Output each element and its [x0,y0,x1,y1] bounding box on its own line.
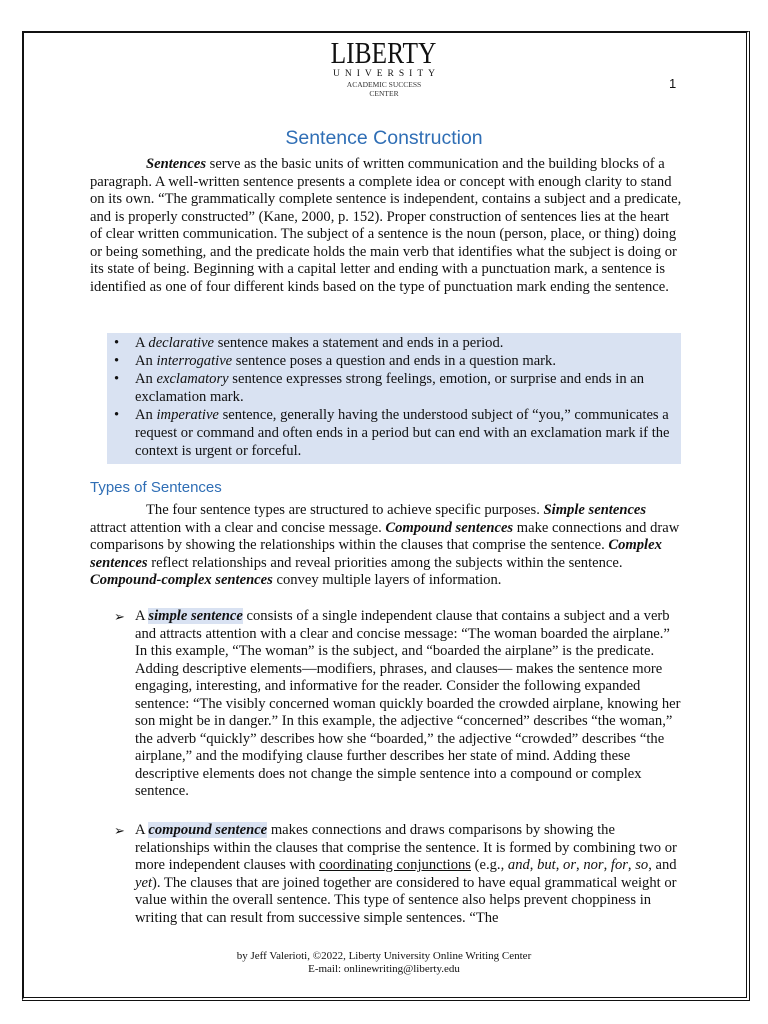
compound-sentence-text [135,822,677,926]
logo-academic-success: ACADEMIC SUCCESS [346,80,422,89]
text-run: , [603,857,611,873]
emphasized-text: yet [135,874,153,891]
list-item-text [135,371,644,405]
text-run: A [135,608,149,624]
list-item [107,406,677,460]
text-run: makes connections and draws comparisons by showing the relationships within the clauses that comprise the sentence. It is formed by combining two or more independent clauses with [135,822,677,873]
list-item-text [135,353,556,369]
sentence-kinds-list [107,334,677,460]
text-run: sentence, generally having the understood subject of “you,” communicates a request or command and often ends in a period but can end with an exclamation mark if the context is urgent or forceful. [135,407,670,459]
text-run: , [529,857,538,873]
highlighted-term: compound sentence [148,822,268,838]
compound-sentence-item [114,822,683,927]
types-paragraph [90,502,684,590]
text-run: reflect relationships and reveal priorities among the subjects within the sentence. [147,554,623,571]
bullet-icon: • [114,407,120,423]
text-run: , [576,857,584,873]
emphasized-text: and [507,857,530,873]
list-item [107,334,677,352]
text-run: , and [648,857,677,873]
emphasized-text: for [610,857,628,873]
text-run: make connections and draw comparisons by showing the relationships within the clauses that comprise the sentence. [90,519,680,553]
simple-sentence-text [135,608,680,799]
arrow-bullet-icon: ➢ [114,823,125,838]
text-run: The four sentence types are structured to achieve specific purposes. [146,502,544,518]
underlined-term: coordinating conjunctions [319,857,471,873]
sentence-kinds-box [107,333,681,464]
emphasized-text: so [635,857,649,873]
section-heading: Types of Sentences [90,479,222,496]
emphasized-text: but [537,857,556,873]
emphasized-text: Simple sentences [543,502,647,518]
bullet-icon: • [114,335,120,351]
text-run: sentence poses a question and ends in a question mark. [232,353,556,369]
emphasized-text: Complex sentences [90,537,662,571]
text-run: convey multiple layers of information. [272,572,502,588]
page-title: Sentence Construction [285,127,483,149]
text-run: ). The clauses that are joined together are considered to have equal grammatical weight or value within the overall sentence. This type of sentence also helps prevent choppiness in writing that can result from successive simple sentences. “The [135,874,677,926]
text-run: attract attention with a clear and concise message. [90,519,386,536]
text-run: serve as the basic units of written communication and the building blocks of a paragraph. A well-written sentence presents a complete idea or concept with enough clarity to stand on its own. “The grammatically complete sentence is independent, contains a subject and a predicate, and is properly constructed” (Kane, 2000, p. 152). Proper construction of sentences lies at the heart of clear written communication. The subject of a sentence is the noun (person, place, or thing) doing or being something, and the predicate holds the main verb that identifies what the subject is doing or its state of being. Beginning with a capital letter and ending with a punctuation mark, a sentence is identified as one of four different kinds based on the type of punctuation mark ending the sentence. [90,156,682,295]
page-number: 1 [669,76,677,91]
intro-paragraph [90,156,684,296]
text-run: An [135,353,157,369]
text-run: An [135,407,157,423]
arrow-bullet-icon: ➢ [114,609,125,624]
emphasized-text: Sentences [146,156,206,172]
list-item [107,370,677,406]
text-run: A [135,335,149,351]
list-item [107,352,677,370]
list-item-text [135,407,670,459]
footer [0,950,768,976]
logo-liberty: LIBERTY [331,35,437,70]
footer-credit: by Jeff Valerioti, ©2022, Liberty University Online Writing Center [236,950,532,962]
logo-university: UNIVERSITY [333,69,440,79]
emphasized-text: interrogative [156,353,233,369]
text-run: (e.g., [471,857,508,873]
emphasized-text: or [563,857,577,873]
emphasized-text: declarative [148,335,215,351]
bullet-icon: • [114,353,120,369]
list-item-text [135,335,503,351]
liberty-logo [0,35,768,98]
simple-sentence-item [114,608,683,801]
emphasized-text: exclamatory [156,371,229,387]
bullet-icon: • [114,371,120,387]
footer-email: E-mail: onlinewriting@liberty.edu [308,963,460,975]
text-run: An [135,371,157,387]
emphasized-text: Compound-complex sentences [90,572,273,588]
logo-center: CENTER [369,89,399,98]
text-run: sentence expresses strong feelings, emotion, or surprise and ends in an exclamation mark. [135,371,645,405]
text-run: A [135,822,149,838]
text-run: , [555,857,564,873]
emphasized-text: nor [583,857,604,873]
emphasized-text: Compound sentences [385,519,514,536]
emphasized-text: imperative [156,407,219,423]
highlighted-term: simple sentence [148,608,243,624]
text-run: sentence makes a statement and ends in a period. [214,335,504,351]
text-run: consists of a single independent clause that contains a subject and a verb and attracts attention with a clear and concise message: “The woman boarded the airplane.” In this example, “The woman” is the subject, and “boarded the airplane” is the predicate. Adding descriptive elements—modifiers, phrases, and clauses— makes the sentence more engaging, interesting, and informative for the reader. Consider the following expanded sentence: “The visibly concerned woman quickly boarded the crowded airplane, knowing her son might be in danger.” In this example, the adjective “concerned” describes “the woman,” the adverb “quickly” describes how she “boarded,” the adjective “crowded” describes “the airplane,” and the modifying clause further describes her state of mind. Adding these descriptive elements does not change the simple sentence into a compound or complex sentence. [135,608,681,799]
text-run: , [627,857,636,873]
